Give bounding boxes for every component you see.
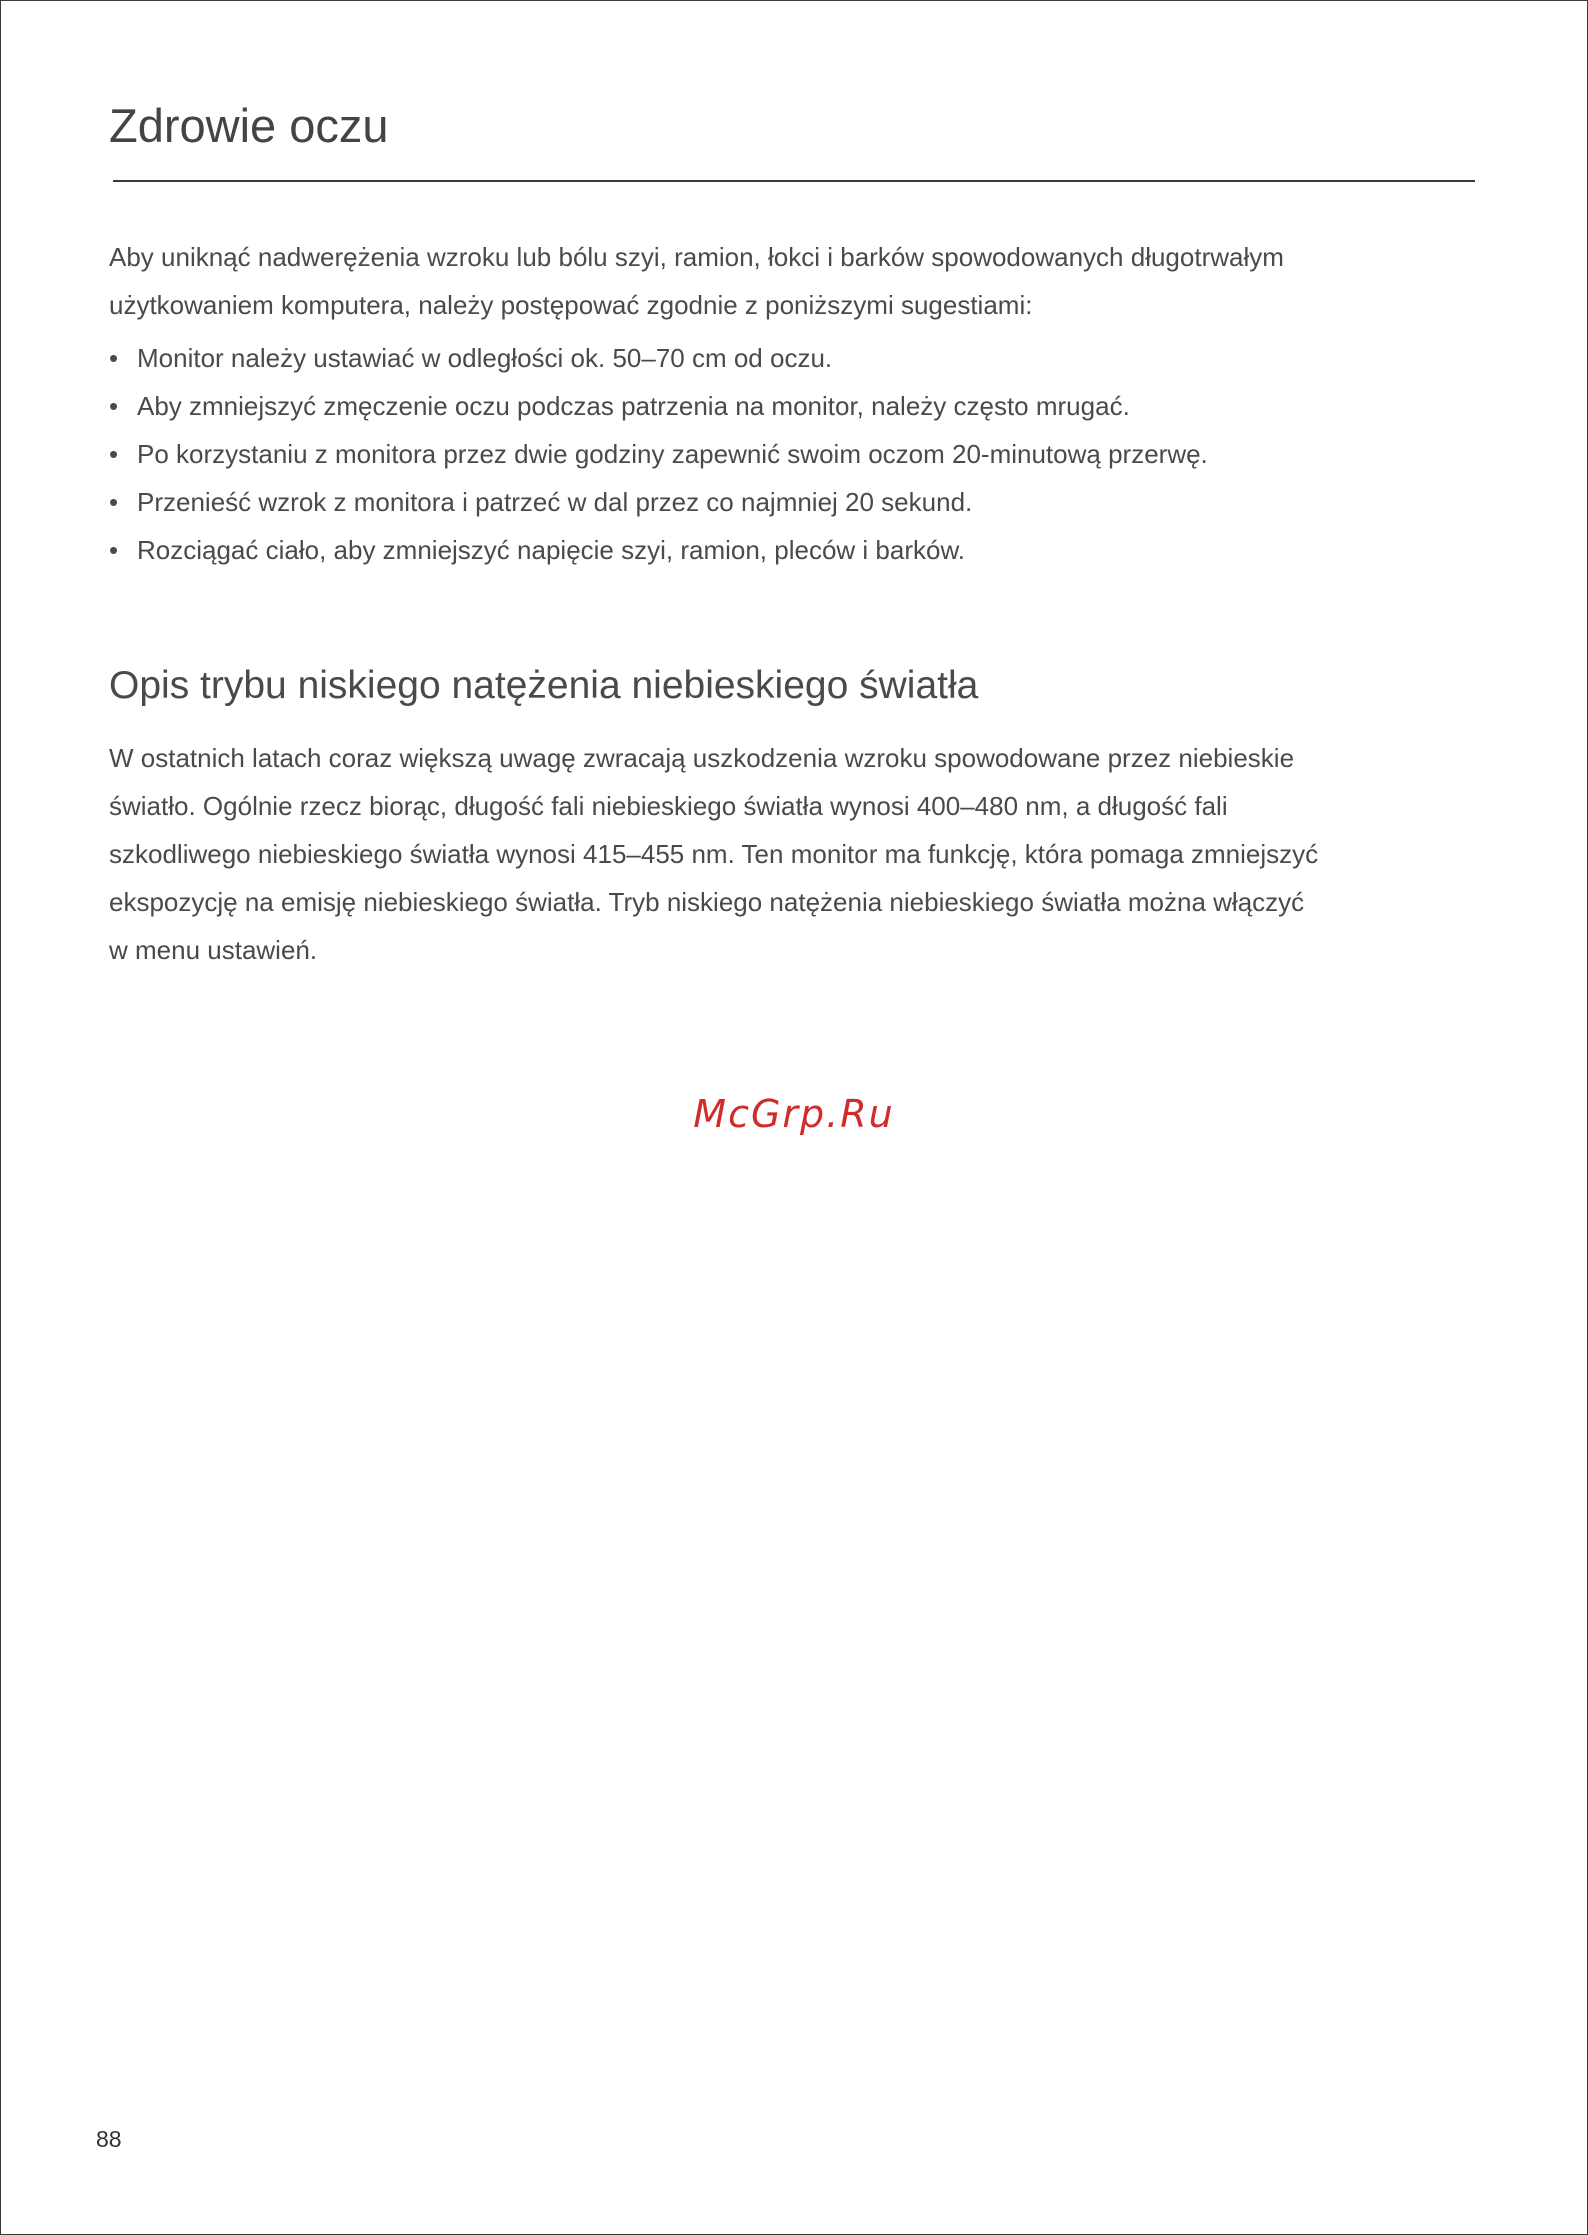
list-item [109,334,1479,382]
list-item-text: Rozciągać ciało, aby zmniejszyć napięcie szyi, ramion, pleców i barków. [137,535,966,565]
bullet-icon: • [109,535,119,565]
section-line: W ostatnich latach coraz większą uwagę zwracają uszkodzenia wzroku spowodowane przez niebieskie [109,743,1295,773]
list-item-text: Po korzystaniu z monitora przez dwie godziny zapewnić swoim oczom 20-minutową przerwę. [137,439,1208,469]
title-divider [113,180,1475,182]
section-line: światło. Ogólnie rzecz biorąc, długość fali niebieskiego światła wynosi 400–480 nm, a długość fali [109,791,1228,821]
bullet-icon: • [109,391,119,421]
list-item [109,526,1479,574]
page-title: Zdrowie oczu [109,99,389,152]
bullet-icon: • [109,439,119,469]
section-line: szkodliwego niebieskiego światła wynosi 415–455 nm. Ten monitor ma funkcję, która pomaga zmniejszyć [109,839,1319,869]
list-item-text: Aby zmniejszyć zmęczenie oczu podczas patrzenia na monitor, należy często mrugać. [137,391,1130,421]
section-paragraph [109,734,1479,974]
list-item [109,430,1479,478]
bullet-icon: • [109,343,119,373]
list-item [109,478,1479,526]
section-line: ekspozycję na emisję niebieskiego światła. Tryb niskiego natężenia niebieskiego światła można włączyć [109,887,1305,917]
suggestion-list [109,334,1479,574]
intro-line: użytkowaniem komputera, należy postępować zgodnie z poniższymi sugestiami: [109,290,1033,320]
section-title: Opis trybu niskiego natężenia niebieskiego światła [109,664,979,707]
watermark-text: McGrp.Ru [693,1092,895,1136]
page-number: 88 [96,2126,122,2152]
list-item [109,382,1479,430]
intro-line: Aby uniknąć nadwerężenia wzroku lub bólu szyi, ramion, łokci i barków spowodowanych długotrwałym [109,242,1284,272]
list-item-text: Monitor należy ustawiać w odległości ok. 50–70 cm od oczu. [137,343,833,373]
list-item-text: Przenieść wzrok z monitora i patrzeć w dal przez co najmniej 20 sekund. [137,487,973,517]
intro-paragraph [109,233,1479,329]
section-line: w menu ustawień. [109,935,318,965]
bullet-icon: • [109,487,119,517]
